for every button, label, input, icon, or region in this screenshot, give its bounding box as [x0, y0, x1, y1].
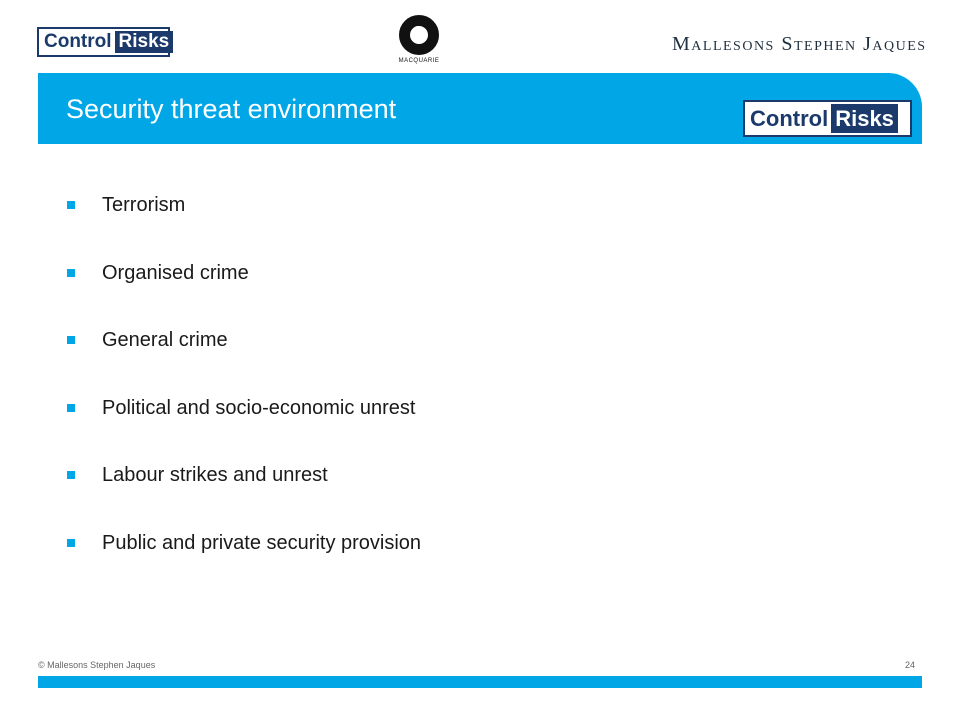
square-bullet-icon — [67, 471, 75, 479]
square-bullet-icon — [67, 269, 75, 277]
control-risks-logo-part1: Control — [44, 31, 112, 52]
bullet-text: Political and socio-economic unrest — [102, 396, 416, 419]
square-bullet-icon — [67, 539, 75, 547]
macquarie-logo-text: MACQUARIE — [398, 58, 440, 64]
bullet-text: Public and private security provision — [102, 531, 422, 554]
footer-copyright: © Mallesons Stephen Jaques — [38, 660, 156, 670]
control-risks-logo — [37, 27, 170, 57]
bullet-item — [66, 261, 766, 329]
control-risks-banner-logo — [743, 100, 912, 137]
bullet-item — [66, 463, 766, 531]
macquarie-ring-icon — [399, 15, 439, 55]
bullet-text: Organised crime — [102, 261, 249, 284]
page-number: 24 — [905, 660, 916, 670]
bullet-text: General crime — [102, 329, 228, 352]
square-bullet-icon — [67, 201, 75, 209]
bullet-list — [66, 193, 766, 599]
bullet-text: Terrorism — [102, 194, 186, 216]
bullet-item — [66, 396, 766, 464]
bullet-item — [66, 193, 766, 261]
control-risks-banner-logo-part2: Risks — [831, 104, 898, 133]
square-bullet-icon — [67, 336, 75, 344]
square-bullet-icon — [67, 404, 75, 412]
macquarie-logo — [396, 15, 442, 71]
footer-bar — [38, 676, 922, 688]
bullet-text: Labour strikes and unrest — [102, 464, 328, 487]
bullet-item — [66, 328, 766, 396]
control-risks-banner-logo-part1: Control — [750, 105, 829, 131]
bullet-item — [66, 531, 766, 599]
control-risks-logo-part2: Risks — [115, 31, 174, 53]
mallesons-logo: Mallesons Stephen Jaques — [672, 33, 927, 55]
slide-title: Security threat environment — [66, 94, 397, 124]
